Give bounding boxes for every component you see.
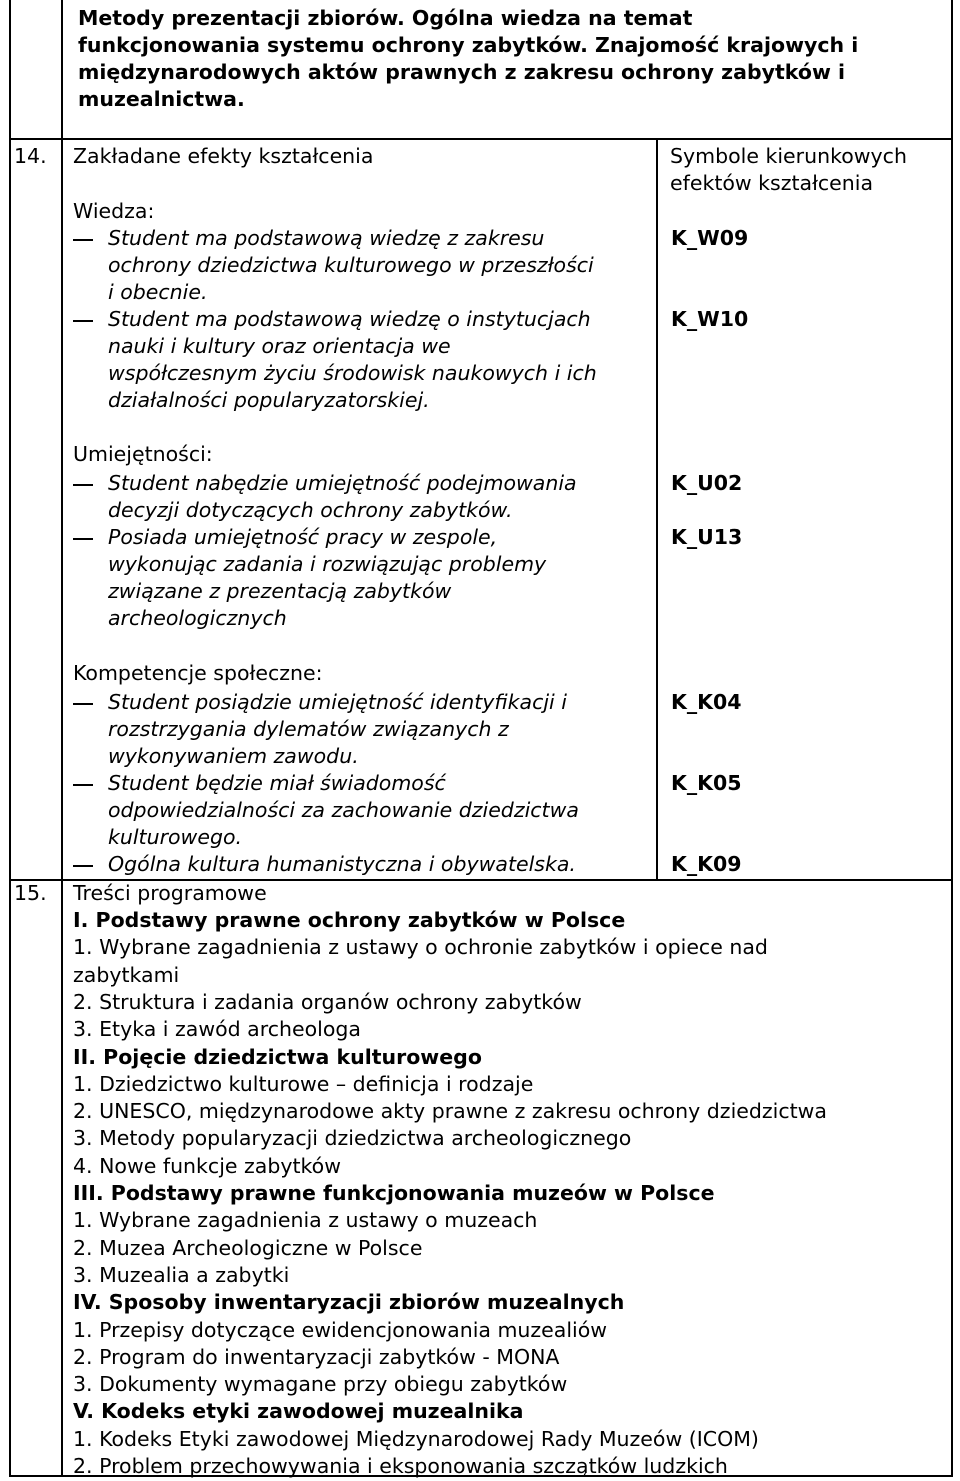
symbols-heading: efektów kształcenia — [670, 171, 874, 195]
outcome-line: nauki i kultury oraz orientacja we — [108, 334, 451, 358]
program-topic-item: 1. Przepisy dotyczące ewidencjonowania muzealiów — [73, 1317, 608, 1342]
dash-bullet — [73, 239, 93, 241]
section-heading: Zakładane efekty kształcenia — [73, 144, 374, 168]
program-topic-item: 3. Dokumenty wymagane przy obiegu zabytków — [73, 1372, 568, 1397]
outcome-code: K_K04 — [671, 690, 742, 714]
outcome-line: związane z prezentacją zabytków — [108, 579, 452, 603]
program-topic-heading: V. Kodeks etyki zawodowej muzealnika — [73, 1399, 524, 1424]
program-topic-item: zabytkami — [73, 962, 180, 987]
row-divider-top — [9, 138, 953, 140]
section-number: 14. — [14, 144, 47, 168]
symbols-column-divider — [656, 138, 658, 880]
outcome-line: kulturowego. — [108, 825, 243, 849]
outcome-line: Ogólna kultura humanistyczna i obywatelska. — [108, 852, 576, 876]
outcome-line: Student nabędzie umiejętność podejmowania — [108, 471, 577, 495]
outcome-line: decyzji dotyczących ochrony zabytków. — [108, 498, 513, 522]
program-topic-item: 1. Dziedzictwo kulturowe – definicja i rodzaje — [73, 1071, 534, 1096]
outcome-line: Student ma podstawową wiedzę o instytucjach — [108, 307, 591, 331]
outcome-line: współczesnym życiu środowisk naukowych i ich — [108, 361, 597, 385]
program-topic-item: 4. Nowe funkcje zabytków — [73, 1153, 341, 1178]
outcome-code: K_W10 — [671, 307, 749, 331]
top-line: międzynarodowych aktów prawnych z zakresu ochrony zabytków i — [78, 60, 846, 84]
outcome-line: wykonując zadania i rozwiązując problemy — [108, 552, 547, 576]
wiedza-label: Wiedza: — [73, 199, 155, 223]
outcome-code: K_U13 — [671, 525, 743, 549]
outcome-line: Posiada umiejętność pracy w zespole, — [108, 525, 498, 549]
dash-bullet — [73, 784, 93, 786]
kompetencje-label: Kompetencje społeczne: — [73, 661, 323, 685]
outcome-line: odpowiedzialności za zachowanie dziedzictwa — [108, 798, 579, 822]
outcome-code: K_K05 — [671, 771, 742, 795]
dash-bullet — [73, 484, 93, 486]
outcome-line: rozstrzygania dylematów związanych z — [108, 717, 509, 741]
program-topic-item: 2. Muzea Archeologiczne w Polsce — [73, 1235, 423, 1260]
dash-bullet — [73, 538, 93, 540]
outcome-line: Student będzie miał świadomość — [108, 771, 446, 795]
program-topic-item: 1. Kodeks Etyki zawodowej Międzynarodowej Rady Muzeów (ICOM) — [73, 1426, 759, 1451]
dash-bullet — [73, 703, 93, 705]
number-column-divider — [61, 0, 63, 1477]
outcome-line: Student ma podstawową wiedzę z zakresu — [108, 226, 545, 250]
program-topic-heading: I. Podstawy prawne ochrony zabytków w Polsce — [73, 908, 626, 932]
program-topic-heading: II. Pojęcie dziedzictwa kulturowego — [73, 1044, 482, 1069]
outcome-line: ochrony dziedzictwa kulturowego w przeszłości — [108, 253, 594, 277]
program-topic-item: 1. Wybrane zagadnienia z ustawy o ochronie zabytków i opiece nad — [73, 935, 768, 960]
outcome-code: K_K09 — [671, 852, 742, 876]
program-topic-item: 3. Muzealia a zabytki — [73, 1262, 290, 1287]
program-topic-heading: IV. Sposoby inwentaryzacji zbiorów muzealnych — [73, 1290, 625, 1315]
program-topic-item: 1. Wybrane zagadnienia z ustawy o muzeach — [73, 1208, 538, 1233]
umiejetnosci-label: Umiejętności: — [73, 442, 213, 466]
symbols-heading: Symbole kierunkowych — [670, 144, 907, 168]
program-topic-heading: III. Podstawy prawne funkcjonowania muzeów w Polsce — [73, 1181, 715, 1205]
section-number: 15. — [14, 881, 47, 905]
outcome-code: K_W09 — [671, 226, 749, 250]
top-line: funkcjonowania systemu ochrony zabytków. Znajomość krajowych i — [78, 33, 859, 57]
program-topic-item: 2. Problem przechowywania i eksponowania szczątków ludzkich — [73, 1454, 728, 1478]
section-heading: Treści programowe — [73, 881, 267, 905]
outcome-line: i obecnie. — [108, 280, 208, 304]
outcome-line: wykonywaniem zawodu. — [108, 744, 359, 768]
program-topic-item: 3. Etyka i zawód archeologa — [73, 1017, 361, 1042]
outcome-line: działalności popularyzatorskiej. — [108, 388, 430, 412]
outcome-line: Student posiądzie umiejętność identyfikacji i — [108, 690, 567, 714]
dash-bullet — [73, 865, 93, 867]
top-line: Metody prezentacji zbiorów. Ogólna wiedza na temat — [78, 6, 693, 30]
program-topic-item: 3. Metody popularyzacji dziedzictwa archeologicznego — [73, 1126, 632, 1151]
outcome-code: K_U02 — [671, 471, 743, 495]
program-topic-item: 2. Struktura i zadania organów ochrony zabytków — [73, 989, 582, 1014]
program-topic-item: 2. UNESCO, międzynarodowe akty prawne z zakresu ochrony dziedzictwa — [73, 1099, 827, 1124]
outcome-line: archeologicznych — [108, 606, 287, 630]
program-topic-item: 2. Program do inwentaryzacji zabytków - MONA — [73, 1344, 560, 1369]
dash-bullet — [73, 320, 93, 322]
top-line: muzealnictwa. — [78, 87, 245, 111]
